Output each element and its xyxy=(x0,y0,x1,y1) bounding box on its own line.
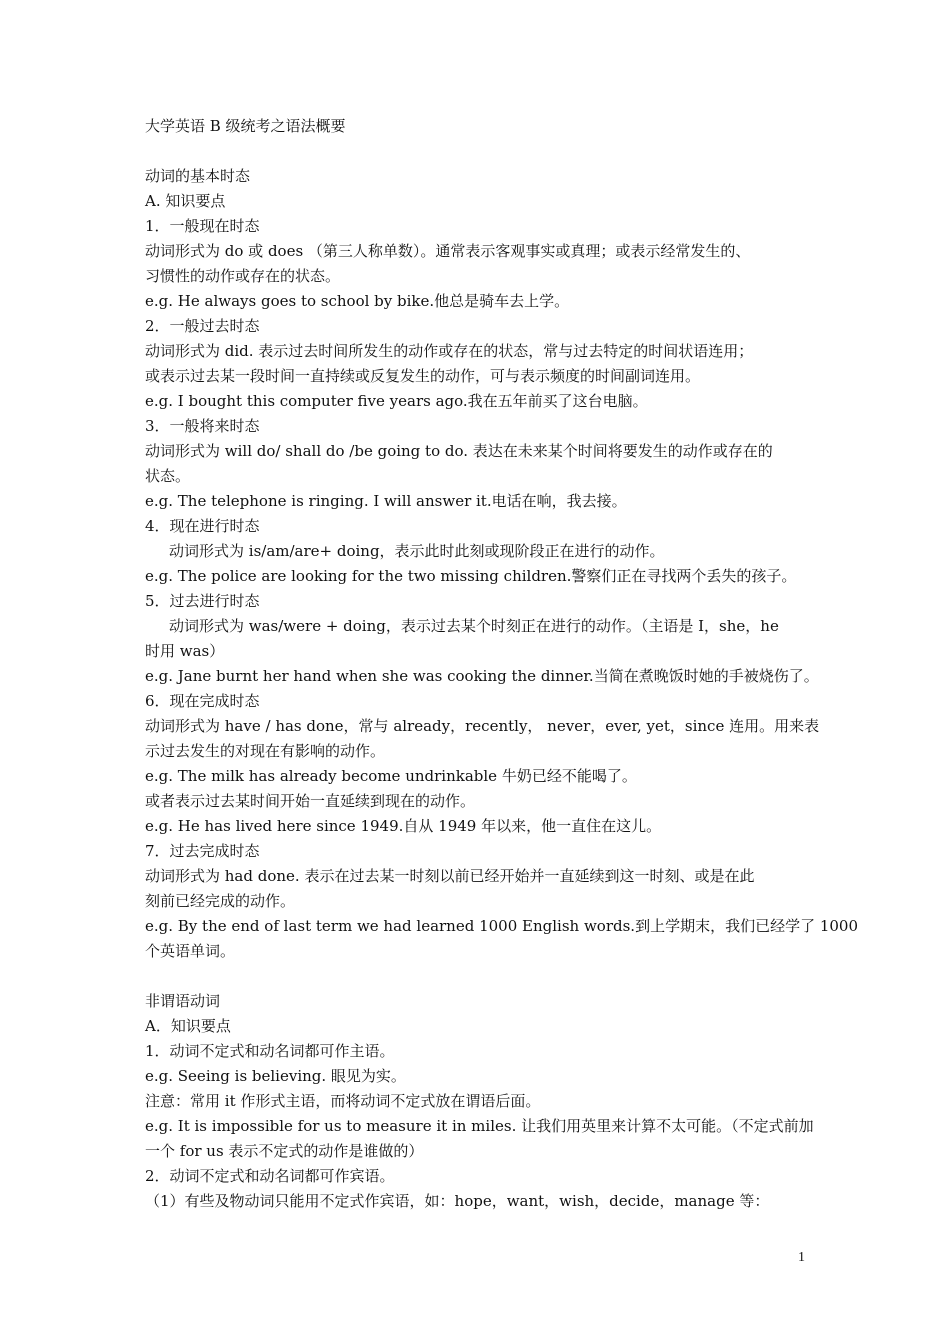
example-line: e.g. The telephone is ringing. I will answer it.电话在响，我去接。 xyxy=(145,492,627,510)
document-title: 大学英语 B 级统考之语法概要 xyxy=(145,117,346,135)
paragraph-line: 动词形式为 have / has done，常与 already，recently， never，ever, yet，since 连用。用来表 xyxy=(145,717,820,735)
paragraph-line: 动词形式为 had done. 表示在过去某一时刻以前已经开始并一直延续到这一时刻、或是在此 xyxy=(145,867,755,885)
paragraph-line: 动词形式为 is/am/are+ doing，表示此时此刻或现阶段正在进行的动作。 xyxy=(169,542,665,560)
paragraph-line: 动词形式为 was/were + doing，表示过去某个时刻正在进行的动作。（主语是 I，she，he xyxy=(169,617,779,635)
page-number: 1 xyxy=(798,1250,805,1265)
item-label: 5．过去进行时态 xyxy=(145,592,260,610)
paragraph-line: 个英语单词。 xyxy=(145,942,236,960)
example-line: e.g. He always goes to school by bike.他总是骑车去上学。 xyxy=(145,292,570,310)
note-line: 注意：常用 it 作形式主语，而将动词不定式放在谓语后面。 xyxy=(145,1092,541,1110)
section-subheading: A. 知识要点 xyxy=(145,192,226,210)
paragraph-line: 刻前已经完成的动作。 xyxy=(145,892,296,910)
document-body xyxy=(145,114,859,1214)
example-line: e.g. Jane burnt her hand when she was cooking the dinner.当简在煮晚饭时她的手被烧伤了。 xyxy=(145,667,819,685)
paragraph-line: 1．动词不定式和动名词都可作主语。 xyxy=(145,1042,395,1060)
paragraph-line: 动词形式为 do 或 does （第三人称单数）。通常表示客观事实或真理；或表示经常发生的、 xyxy=(145,242,751,260)
paragraph-line: 2．动词不定式和动名词都可作宾语。 xyxy=(145,1167,395,1185)
example-line: e.g. The police are looking for the two missing children.警察们正在寻找两个丢失的孩子。 xyxy=(145,567,797,585)
section-subheading: A．知识要点 xyxy=(145,1017,231,1035)
section-heading: 非谓语动词 xyxy=(145,992,221,1010)
paragraph-line: 一个 for us 表示不定式的动作是谁做的） xyxy=(145,1142,424,1160)
paragraph-line: 动词形式为 will do/ shall do /be going to do. 表达在未来某个时间将要发生的动作或存在的 xyxy=(145,442,773,460)
item-label: 3．一般将来时态 xyxy=(145,417,260,435)
paragraph-line: 时用 was） xyxy=(145,642,225,660)
item-label: 6．现在完成时态 xyxy=(145,692,260,710)
paragraph-line: 示过去发生的对现在有影响的动作。 xyxy=(145,742,386,760)
section-heading: 动词的基本时态 xyxy=(145,167,251,185)
example-line: e.g. It is impossible for us to measure it in miles. 让我们用英里来计算不太可能。（不定式前加 xyxy=(145,1117,814,1135)
spacer xyxy=(145,139,810,164)
paragraph-line: 动词形式为 did. 表示过去时间所发生的动作或存在的状态，常与过去特定的时间状语连用； xyxy=(145,342,754,360)
example-line: e.g. I bought this computer five years ago.我在五年前买了这台电脑。 xyxy=(145,392,648,410)
item-label: 2．一般过去时态 xyxy=(145,317,260,335)
example-line: e.g. The milk has already become undrinkable 牛奶已经不能喝了。 xyxy=(145,767,637,785)
paragraph-line: 或表示过去某一段时间一直持续或反复发生的动作，可与表示频度的时间副词连用。 xyxy=(145,367,701,385)
paragraph-line: 或者表示过去某时间开始一直延续到现在的动作。 xyxy=(145,792,476,810)
item-label: 1．一般现在时态 xyxy=(145,217,260,235)
item-label: 7．过去完成时态 xyxy=(145,842,260,860)
example-line: e.g. By the end of last term we had learned 1000 English words.到上学期末，我们已经学了 1000 xyxy=(145,917,859,935)
paragraph-line: （1）有些及物动词只能用不定式作宾语，如：hope，want，wish，decide，manage 等： xyxy=(145,1192,770,1210)
item-label: 4．现在进行时态 xyxy=(145,517,260,535)
paragraph-line: 状态。 xyxy=(145,467,191,485)
spacer xyxy=(145,964,810,989)
example-line: e.g. He has lived here since 1949.自从 1949 年以来，他一直住在这儿。 xyxy=(145,817,662,835)
paragraph-line: 习惯性的动作或存在的状态。 xyxy=(145,267,341,285)
example-line: e.g. Seeing is believing. 眼见为实。 xyxy=(145,1067,406,1085)
